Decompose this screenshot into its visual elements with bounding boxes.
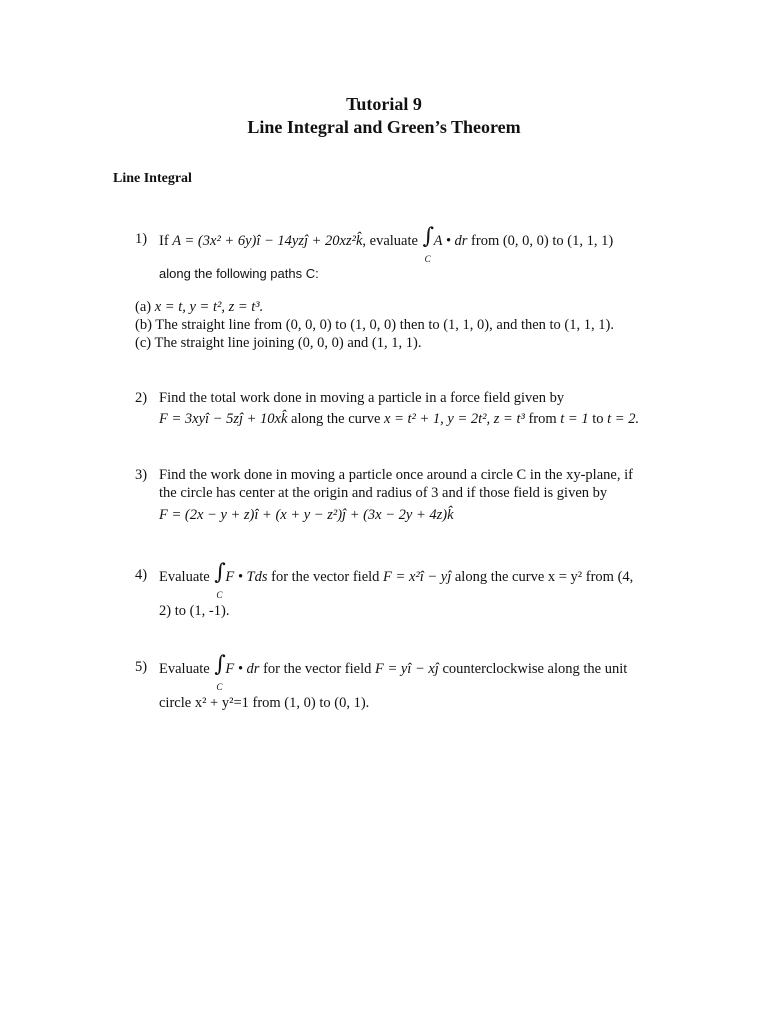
tutorial-title: Line Integral and Green’s Theorem	[247, 117, 521, 137]
problem-1-part-a: (a) x = t, y = t², z = t³.	[135, 299, 264, 315]
problem-1-part-b-text: The straight line from (0, 0, 0) to (1, 0, 0) then to (1, 1, 0), and then to (1, 1, 1).	[155, 317, 614, 333]
problem-2-curve: x = t² + 1, y = 2t², z = t³	[384, 411, 525, 427]
problem-3-field: F = (2x − y + z)î + (x + y − z²)ĵ + (3x − 2y + 4z)k̂	[159, 507, 454, 523]
problem-5-statement: Evaluate ∫ C F • dr for the vector field F = yî − xĵ counterclockwise along the unit	[159, 652, 628, 692]
problem-1-number: 1)	[135, 231, 148, 247]
problem-4-number: 4)	[135, 567, 148, 583]
integral-sign: ∫ C	[214, 560, 226, 600]
problem-1-part-b: (b) The straight line from (0, 0, 0) to (1, 0, 0) then to (1, 1, 0), and then to (1, 1, 1).	[135, 317, 614, 333]
problem-2-field: F = 3xyî − 5zĵ + 10xk̂	[159, 411, 288, 427]
problem-1-part-a-text: x = t, y = t², z = t³.	[154, 299, 264, 315]
problem-2-number: 2)	[135, 390, 148, 406]
problem-1-integrand: A • dr	[433, 233, 468, 249]
problem-3-line1: Find the work done in moving a particle once around a circle C in the xy-plane, if	[159, 467, 633, 483]
problem-5-line2: circle x² + y²=1 from (1, 0) to (0, 1).	[159, 695, 370, 711]
problem-4-field: F = x²î − yĵ	[383, 569, 452, 585]
problem-5-field: F = yî − xĵ	[374, 661, 439, 677]
problem-1-if: If	[159, 233, 169, 249]
integral-sign: ∫ C	[422, 224, 435, 264]
problem-1-vector-field: A = (3x² + 6y)î − 14yzĵ + 20xz²k̂	[172, 233, 363, 249]
problem-5-number: 5)	[135, 659, 148, 675]
problem-1-paths-intro: along the following paths C:	[159, 266, 319, 281]
section-heading: Line Integral	[113, 171, 192, 186]
problem-1-evaluate: , evaluate	[362, 233, 418, 249]
problem-2-line2: F = 3xyî − 5zĵ + 10xk̂ along the curve x = t² + 1, y = 2t², z = t³ from t = 1 to t = 2.	[159, 411, 640, 427]
problem-5-integrand: F • dr	[225, 661, 260, 677]
problem-4-line2: 2) to (1, -1).	[159, 603, 230, 619]
problem-1-range: from (0, 0, 0) to (1, 1, 1)	[471, 233, 614, 249]
problem-1-statement	[159, 224, 614, 264]
problem-3-line2: the circle has center at the origin and radius of 3 and if those field is given by	[159, 485, 608, 501]
problem-4-integrand: F • Tds	[225, 569, 268, 585]
problem-1-part-c-text: The straight line joining (0, 0, 0) and (1, 1, 1).	[154, 335, 422, 351]
problem-2-line1: Find the total work done in moving a particle in a force field given by	[159, 390, 565, 406]
problem-1-part-c: (c) The straight line joining (0, 0, 0) and (1, 1, 1).	[135, 335, 422, 351]
integral-sign: ∫ C	[214, 652, 226, 692]
problem-3-number: 3)	[135, 467, 148, 483]
problem-4-statement: Evaluate ∫ C F • Tds for the vector field F = x²î − yĵ along the curve x = y² from (4,	[159, 560, 634, 600]
tutorial-number: Tutorial 9	[346, 94, 422, 114]
